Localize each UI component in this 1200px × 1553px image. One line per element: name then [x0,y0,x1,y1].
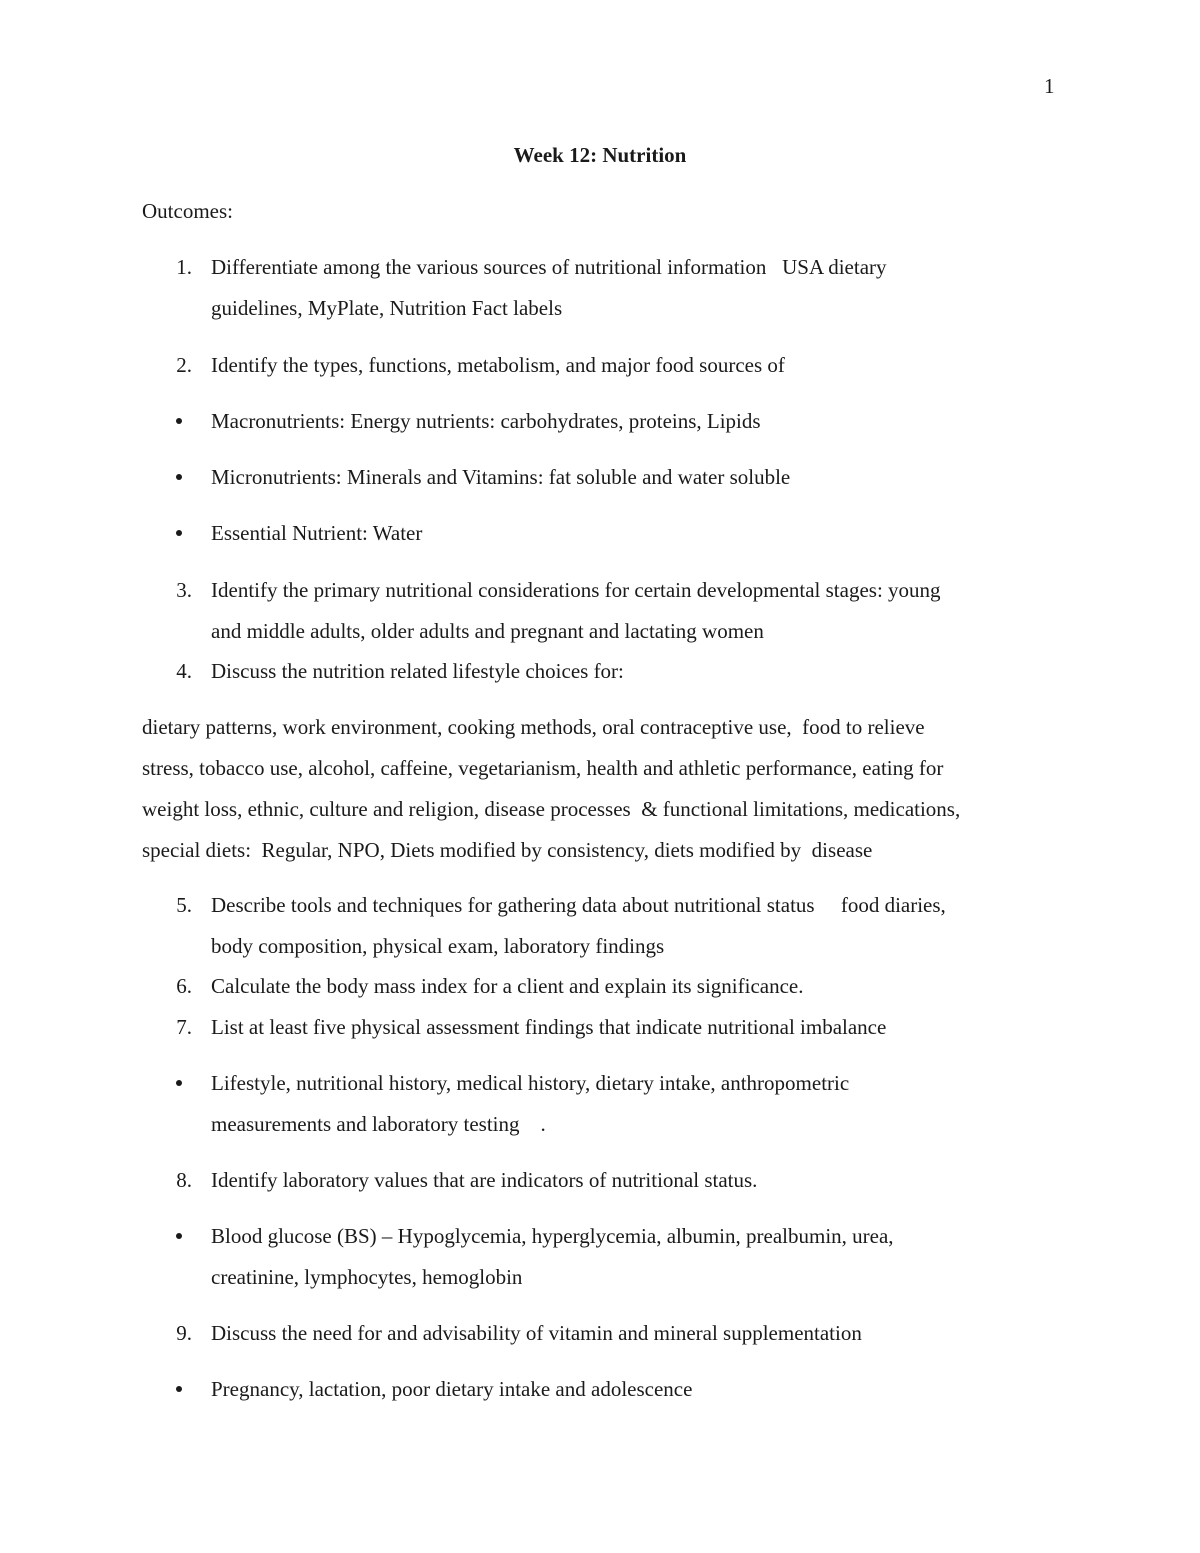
item-text-line: Discuss the nutrition related lifestyle choices for: [211,659,624,683]
item-number: 5. [176,893,192,917]
item-number: 1. [176,255,192,279]
item-text-line: guidelines, MyPlate, Nutrition Fact labels [211,296,563,320]
bullet-icon [176,474,182,480]
item-text-line: Lifestyle, nutritional history, medical history, dietary intake, anthropometric [211,1071,850,1095]
item-text-line: Essential Nutrient: Water [211,521,423,545]
item-number: 9. [176,1321,192,1345]
paragraph-line: weight loss, ethnic, culture and religion, disease processes & functional limitations, medications, [142,797,961,821]
item-number: 2. [176,353,192,377]
item-text-line: Describe tools and techniques for gathering data about nutritional status food diaries, [211,893,946,917]
item-text-line: Blood glucose (BS) – Hypoglycemia, hyperglycemia, albumin, prealbumin, urea, [211,1224,894,1248]
item-text-line: List at least five physical assessment findings that indicate nutritional imbalance [211,1015,887,1039]
item-number: 3. [176,578,192,602]
paragraph-line: dietary patterns, work environment, cooking methods, oral contraceptive use, food to relieve [142,715,925,739]
item-number: 8. [176,1168,192,1192]
bullet-icon [176,530,182,536]
item-text-line: Identify laboratory values that are indicators of nutritional status. [211,1168,758,1192]
item-text-line: Discuss the need for and advisability of vitamin and mineral supplementation [211,1321,862,1345]
item-text-line: Macronutrients: Energy nutrients: carbohydrates, proteins, Lipids [211,409,761,433]
document-title: Week 12: Nutrition [513,143,687,167]
item-text-line: measurements and laboratory testing . [211,1112,546,1136]
paragraph-line: special diets: Regular, NPO, Diets modified by consistency, diets modified by disease [142,838,873,862]
item-number: 4. [176,659,192,683]
item-text-line: creatinine, lymphocytes, hemoglobin [211,1265,523,1289]
item-text-line: Identify the primary nutritional considerations for certain developmental stages: young [211,578,941,602]
item-text-line: and middle adults, older adults and pregnant and lactating women [211,619,764,643]
item-text-line: Identify the types, functions, metabolism, and major food sources of [211,353,785,377]
page-number: 1 [1044,74,1055,98]
paragraph-line: stress, tobacco use, alcohol, caffeine, vegetarianism, health and athletic performance, eating for [142,756,944,780]
item-number: 6. [176,974,192,998]
outcomes-label: Outcomes: [142,199,233,223]
item-text-line: Differentiate among the various sources of nutritional information USA dietary [211,255,887,279]
item-number: 7. [176,1015,192,1039]
item-text-line: Calculate the body mass index for a client and explain its significance. [211,974,804,998]
bullet-icon [176,1080,182,1086]
bullet-icon [176,1386,182,1392]
bullet-icon [176,418,182,424]
item-text-line: Pregnancy, lactation, poor dietary intake and adolescence [211,1377,693,1401]
bullet-icon [176,1233,182,1239]
item-text-line: body composition, physical exam, laboratory findings [211,934,665,958]
item-text-line: Micronutrients: Minerals and Vitamins: fat soluble and water soluble [211,465,791,489]
